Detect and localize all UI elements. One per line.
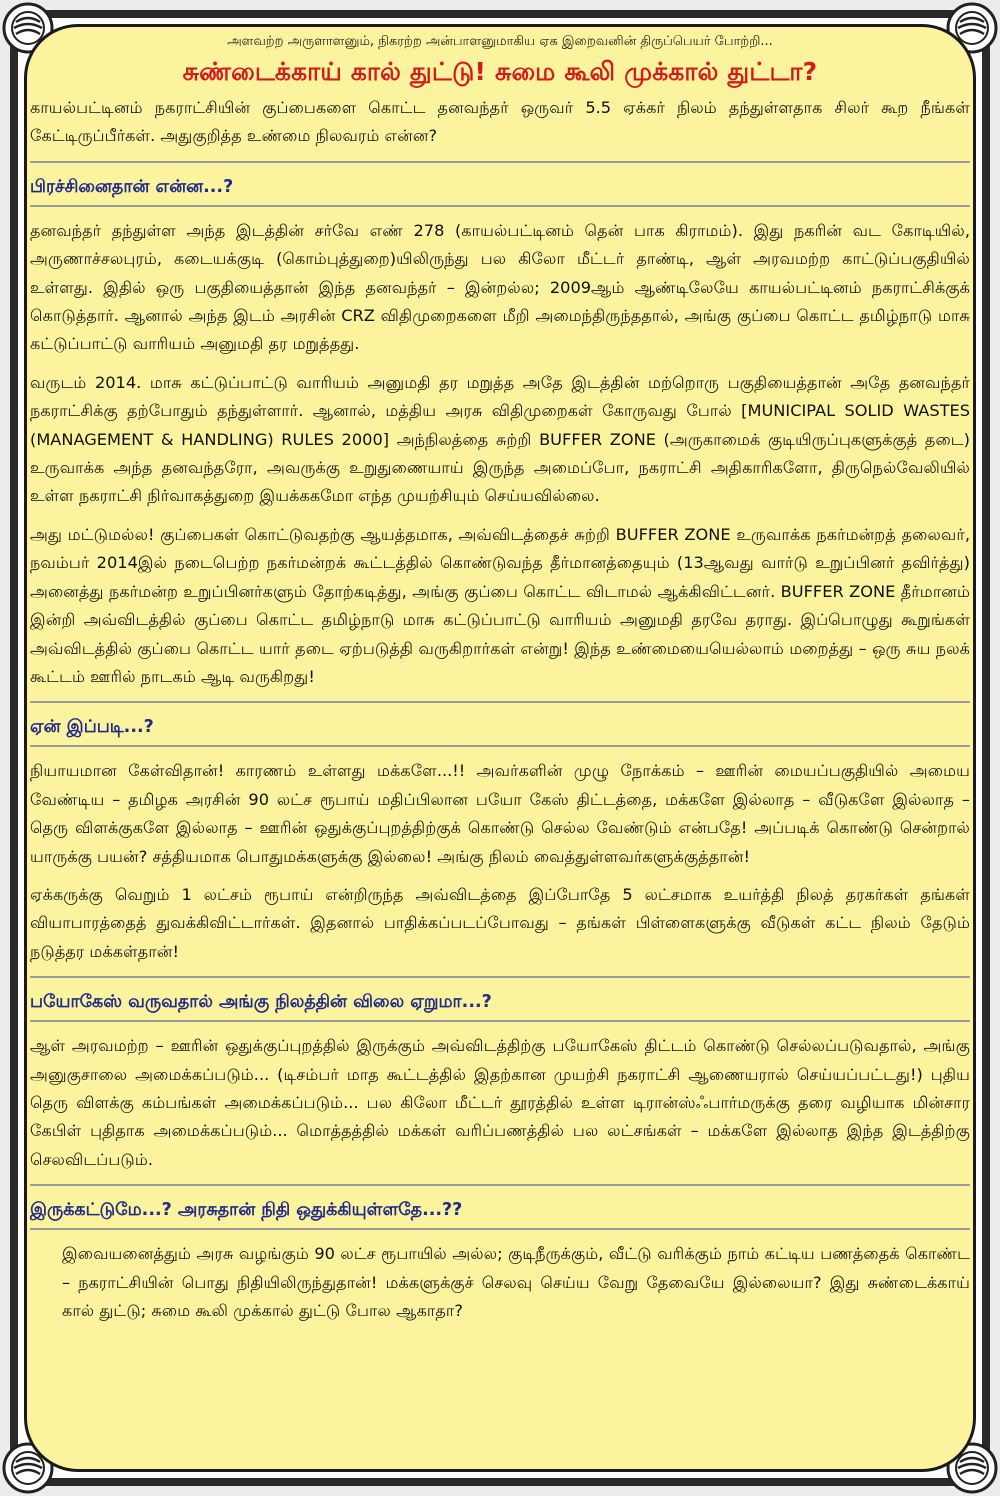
section-heading-funds: இருக்கட்டுமே...? அரசுதான் நிதி ஒதுக்கியுள்ளதே...??: [30, 1196, 970, 1230]
divider: [30, 701, 970, 703]
divider: [30, 161, 970, 163]
divider: [30, 1184, 970, 1186]
section-heading-land-price: பயோகேஸ் வருவதால் அங்கு நிலத்தின் விலை ஏறுமா...?: [30, 988, 970, 1022]
section-paragraph: வருடம் 2014. மாசு கட்டுப்பாட்டு வாரியம் அனுமதி தர மறுத்த அதே இடத்தின் மற்றொரு பகுதியைத்தான் அதே தனவந்தர் நகராட்சிக்கு தற்போதும் தந்துள்ளார். ஆனால், மத்திய அரசு விதிமுறைகள் கோருவது போல் [MUNICIPAL SOLID WASTES (MANAGEMENT & HANDLING) RULES 2000] அந்நிலத்தை சுற்றி BUFFER ZONE (அருகாமைக் குடியிருப்புகளுக்குத் தடை) உருவாக்க அந்த தனவந்தரோ, அவருக்கு உறுதுணையாய் இருந்த அமைப்போ, நகராட்சி அதிகாரிகளோ, திருநெல்வேலியில் உள்ள நகராட்சி நிர்வாகத்துறை இயக்ககமோ எந்த முயற்சியும் செய்யவில்லை.: [30, 372, 970, 506]
divider: [30, 976, 970, 978]
section-paragraph: ஏக்கருக்கு வெறும் 1 லட்சம் ரூபாய் என்றிருந்த அவ்விடத்தை இப்போதே 5 லட்சமாக உயர்த்தி நிலத் தரகர்கள் தங்கள் வியாபாரத்தைத் துவக்கிவிட்டார்கள். இதனால் பாதிக்கப்படப்போவது – தங்கள் பிள்ளைகளுக்கு வீடுகள் கட்ட நிலம் தேடும் நடுத்தர மக்கள்தான்!: [30, 884, 970, 961]
section-paragraph: ஆள் அரவமற்ற – ஊரின் ஒதுக்குப்புறத்தில் இருக்கும் அவ்விடத்திற்கு பயோகேஸ் திட்டம் கொண்டு செல்லப்படுவதால், அங்கு அனுகுசாலை அமைக்கப்படும்... (டிசம்பர் மாத கூட்டத்தில் இதற்கான முயற்சி நகராட்சி ஆணையரால் செய்யப்பட்டது!) புதிய தெரு விளக்கு கம்பங்கள் அமைக்கப்படும்... பல கிலோ மீட்டர் தூரத்தில் உள்ள டிரான்ஸ்ஃபார்மருக்கு தரை வழியாக மின்சார கேபிள் புதிதாக அமைக்கப்படும்... மொத்தத்தில் மக்கள் வரிப்பணத்தில் பல லட்சங்கள் – மக்களே இல்லாத இந்த இடத்திற்கு செலவிடப்படும்.: [30, 1036, 970, 1169]
section-paragraph: நியாயமான கேள்விதான்! காரணம் உள்ளது மக்களே...!! அவர்களின் முழு நோக்கம் – ஊரின் மையப்பகுதியில் அமைய வேண்டிய – தமிழக அரசின் 90 லட்ச ரூபாய் மதிப்பிலான பயோ கேஸ் திட்டத்தை, மக்களே இல்லாத – வீடுகளே இல்லாத – தெரு விளக்குகளே இல்லாத – ஊரின் ஒதுக்குப்புறத்திற்குக் கொண்டு செல்ல வேண்டும் என்பதே! அப்படிக் கொண்டு சென்றால் யாருக்கு பயன்? சத்தியமாக பொதுமக்களுக்கு இல்லை! அங்கு நிலம் வைத்துள்ளவர்களுக்குத்தான்!: [30, 761, 970, 866]
section-heading-why: ஏன் இப்படி...?: [30, 713, 970, 747]
intro-paragraph: காயல்பட்டினம் நகராட்சியின் குப்பைகளை கொட்ட தனவந்தர் ஒருவர் 5.5 ஏக்கர் நிலம் தந்துள்ளதாக சிலர் கூற நீங்கள் கேட்டிருப்பீர்கள். அதுகுறித்த உண்மை நிலவரம் என்ன?: [30, 98, 970, 146]
section-paragraph: தனவந்தர் தந்துள்ள அந்த இடத்தின் சர்வே எண் 278 (காயல்பட்டினம் தென் பாக கிராமம்). இது நகரின் வட கோடியில், அருணாச்சலபுரம், கடையக்குடி (கொம்புத்துறை)யிலிருந்து பல கிலோ மீட்டர் தாண்டி, ஆள் அரவமற்ற காட்டுப்பகுதியில் உள்ளது. இதில் ஒரு பகுதியைத்தான் இந்த தனவந்தர் – இன்றல்ல; 2009ஆம் ஆண்டிலேயே காயல்பட்டினம் நகராட்சிக்குக் கொடுத்தார். ஆனால் அந்த இடம் அரசின் CRZ விதிமுறைகளை மீறி அமைந்திருந்ததால், அங்கு குப்பை கொட்ட தமிழ்நாடு மாசு கட்டுப்பாட்டு வாரியம் அனுமதி தர மறுத்தது.: [30, 220, 970, 354]
page-title: சுண்டைக்காய் கால் துட்டு! சுமை கூலி முக்கால் துட்டா?: [182, 57, 818, 86]
section-heading-problem: பிரச்சினைதான் என்ன...?: [30, 173, 970, 207]
section-paragraph: அது மட்டுமல்ல! குப்பைகள் கொட்டுவதற்கு ஆயத்தமாக, அவ்விடத்தைச் சுற்றி BUFFER ZONE உருவாக்க நகர்மன்றத் தலைவர், நவம்பர் 2014இல் நடைபெற்ற நகர்மன்றக் கூட்டத்தில் கொண்டுவந்த தீர்மானத்தையும் (13ஆவது வார்டு உறுப்பினர் தவிர்த்து) அனைத்து நகர்மன்ற உறுப்பினர்களும் தோற்கடித்து, அங்கு குப்பை கொட்ட விடாமல் ஆக்கிவிட்டனர். BUFFER ZONE தீர்மானம் இன்றி அவ்விடத்தில் குப்பை கொட்ட தமிழ்நாடு மாசு கட்டுப்பாட்டு வாரியம் அனுமதி தரவே தராது. இப்பொழுது கூறுங்கள் அவ்விடத்தில் குப்பை கொட்ட யார் தடை ஏற்படுத்தி வருகிறார்கள் என்று! இந்த உண்மையையெல்லாம் மறைத்து – ஒரு சுய நலக் கூட்டம் ஊரில் நாடகம் ஆடி வருகிறது!: [30, 524, 970, 686]
invocation-line: அளவற்ற அருளாளனும், நிகரற்ற அன்பாளனுமாகிய ஏக இறைவனின் திருப்பெயர் போற்றி...: [227, 34, 773, 49]
document-body: [30, 34, 970, 1335]
section-paragraph: இவையனைத்தும் அரசு வழங்கும் 90 லட்ச ரூபாயில் அல்ல; குடிநீருக்கும், வீட்டு வரிக்கும் நாம் கட்டிய பணத்தைக் கொண்ட – நகராட்சியின் பொது நிதியிலிருந்துதான்! மக்களுக்குச் செலவு செய்ய வேறு தேவையே இல்லையா? இது சுண்டைக்காய் கால் துட்டு; சுமை கூலி முக்கால் துட்டு போல ஆகாதா?: [62, 1244, 970, 1320]
